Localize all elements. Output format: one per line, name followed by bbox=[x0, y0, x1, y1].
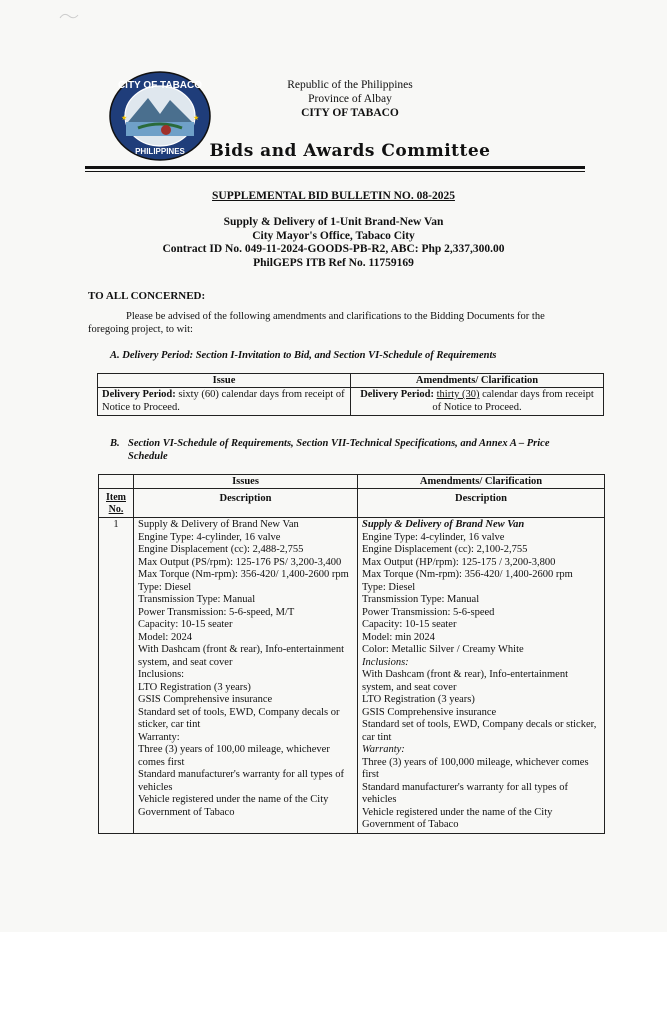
col-amend-header: Amendments/ Clarification bbox=[351, 374, 604, 388]
spec-line: Color: Metallic Silver / Creamy White bbox=[362, 644, 524, 655]
svg-text:★: ★ bbox=[193, 114, 200, 122]
spec-line: Model: 2024 bbox=[138, 631, 192, 643]
city-seal-logo bbox=[108, 70, 212, 162]
item-number: 1 bbox=[99, 518, 134, 834]
spec-line: Supply & Delivery of Brand New Van bbox=[138, 519, 299, 530]
svg-text:CITY OF TABACO: CITY OF TABACO bbox=[117, 80, 203, 91]
amend-underlined: thirty (30) bbox=[436, 389, 480, 400]
spec-line: Supply & Delivery of Brand New Van bbox=[362, 519, 525, 530]
project-info bbox=[0, 216, 667, 270]
project-name: Supply & Delivery of 1-Unit Brand-New Van bbox=[223, 216, 444, 228]
spec-line: GSIS Comprehensive insurance bbox=[138, 694, 273, 705]
spec-line: Inclusions: bbox=[138, 669, 185, 680]
spec-line: With Dashcam (front & rear), Info-entertainment system, and seat cover bbox=[138, 644, 344, 668]
committee-title: Bids and Awards Committee bbox=[209, 141, 491, 161]
issue-cell bbox=[98, 388, 351, 416]
section-b-text: Section VI-Schedule of Requirements, Section VII-Technical Specifications, and Annex A – Price Schedule bbox=[128, 438, 550, 462]
amend-cell bbox=[351, 388, 604, 416]
spec-line: With Dashcam (front & rear), Info-entertainment system, and seat cover bbox=[362, 669, 568, 693]
desc-header-amend: Description bbox=[358, 489, 605, 518]
spec-line: Inclusions: bbox=[362, 656, 409, 668]
spec-line: Max Output (HP/rpm): 125-175 / 3,200-3,800 bbox=[362, 556, 556, 568]
header-rule-thick bbox=[85, 166, 585, 169]
spec-line: Standard set of tools, EWD, Company decals or sticker, car tint bbox=[138, 706, 340, 730]
spec-line: Engine Displacement (cc): 2,488-2,755 bbox=[138, 544, 304, 555]
header-rule-thin bbox=[85, 171, 585, 172]
spec-line: Vehicle registered under the name of the City Government of Tabaco bbox=[138, 794, 329, 818]
intro-paragraph: Please be advised of the following amendments and clarifications to the Bidding Documents for the foregoing project, to wit: bbox=[88, 311, 545, 335]
spec-line: GSIS Comprehensive insurance bbox=[362, 706, 497, 718]
col-issue-header: Issue bbox=[98, 374, 351, 388]
spec-line: Warranty: bbox=[138, 731, 180, 743]
spec-line: Type: Diesel bbox=[138, 581, 192, 593]
spec-line: Type: Diesel bbox=[362, 581, 416, 593]
col-amend-header-b: Amendments/ Clarification bbox=[358, 475, 605, 489]
svg-text:★: ★ bbox=[121, 114, 128, 122]
section-a-title: A. Delivery Period: Section I-Invitation to Bid, and Section VI-Schedule of Requirements bbox=[110, 350, 497, 361]
spec-line: Max Torque (Nm-rpm): 356-420/ 1,400-2600 rpm bbox=[362, 569, 573, 580]
section-b-label: B. bbox=[110, 438, 120, 449]
spec-line: Engine Type: 4-cylinder, 16 valve bbox=[362, 531, 505, 543]
republic-line: Republic of the Philippines bbox=[287, 79, 413, 91]
spec-line: Standard manufacturer's warranty for all types of vehicles bbox=[138, 769, 344, 793]
spec-line: Power Transmission: 5-6-speed bbox=[362, 606, 495, 618]
spec-line: Transmission Type: Manual bbox=[362, 594, 480, 605]
spec-line: Max Output (PS/rpm): 125-176 PS/ 3,200-3,400 bbox=[138, 556, 342, 568]
spec-line: Warranty: bbox=[362, 744, 405, 755]
bulletin-title: SUPPLEMENTAL BID BULLETIN NO. 08-2025 bbox=[212, 190, 455, 202]
amend-text: calendar days from receipt of Notice to Proceed. bbox=[432, 389, 594, 413]
contract-id: Contract ID No. 049-11-2024-GOODS-PB-R2, ABC: Php 2,337,300.00 bbox=[162, 243, 505, 255]
amend-label: Delivery Period: bbox=[360, 389, 434, 400]
issue-text: sixty (60) calendar days from receipt of Notice to Proceed. bbox=[102, 389, 345, 413]
spec-line: Capacity: 10-15 seater bbox=[138, 619, 233, 630]
amend-description bbox=[358, 518, 605, 834]
spec-line: LTO Registration (3 years) bbox=[138, 681, 251, 693]
spec-line: Engine Type: 4-cylinder, 16 valve bbox=[138, 531, 281, 543]
city-line: CITY OF TABACO bbox=[301, 107, 399, 119]
issue-label: Delivery Period: bbox=[102, 389, 176, 400]
project-office: City Mayor's Office, Tabaco City bbox=[252, 229, 415, 242]
spec-line: Engine Displacement (cc): 2,100-2,755 bbox=[362, 544, 528, 555]
spec-line: Vehicle registered under the name of the City Government of Tabaco bbox=[362, 806, 553, 830]
col-issues-header: Issues bbox=[134, 475, 358, 489]
spec-line: Standard manufacturer's warranty for all types of vehicles bbox=[362, 781, 568, 805]
section-b-title bbox=[110, 437, 580, 463]
philgeps-ref: PhilGEPS ITB Ref No. 11759169 bbox=[253, 256, 414, 269]
spec-line: Power Transmission: 5-6-speed, M/T bbox=[138, 606, 295, 618]
salutation: TO ALL CONCERNED: bbox=[88, 290, 206, 302]
spec-line: Three (3) years of 100,00 mileage, whichever comes first bbox=[138, 744, 330, 768]
svg-text:PHILIPPINES: PHILIPPINES bbox=[135, 147, 185, 156]
spec-line: Max Torque (Nm-rpm): 356-420/ 1,400-2600 rpm bbox=[138, 569, 349, 580]
province-line: Province of Albay bbox=[308, 93, 392, 105]
scan-artifact bbox=[58, 10, 80, 24]
issue-description bbox=[134, 518, 358, 834]
desc-header-issue: Description bbox=[134, 489, 358, 518]
spec-line: Capacity: 10-15 seater bbox=[362, 619, 457, 630]
section-b-table bbox=[98, 474, 605, 834]
spec-line: Model: min 2024 bbox=[362, 631, 435, 643]
letterhead bbox=[230, 78, 470, 120]
item-no-header: Item No. bbox=[99, 489, 134, 518]
spec-line: Standard set of tools, EWD, Company decals or sticker, car tint bbox=[362, 719, 597, 743]
spec-line: Three (3) years of 100,000 mileage, whichever comes first bbox=[362, 756, 589, 780]
spec-line: Transmission Type: Manual bbox=[138, 594, 256, 605]
section-a-table bbox=[97, 373, 604, 416]
spec-line: LTO Registration (3 years) bbox=[362, 694, 475, 705]
